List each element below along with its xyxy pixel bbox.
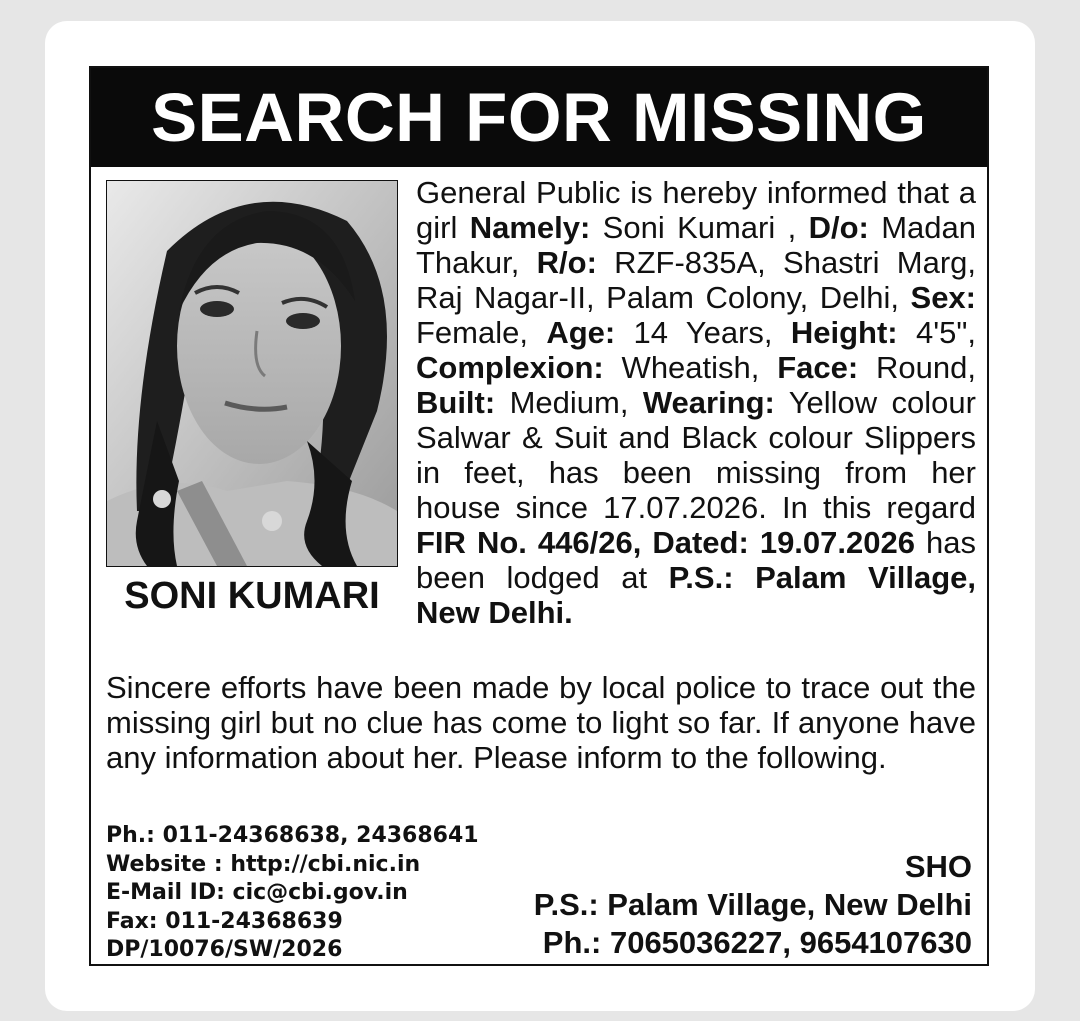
portrait-image: [107, 181, 397, 566]
face-label: Face:: [777, 350, 859, 385]
sex-value: Female,: [416, 315, 547, 350]
age-value: 14 Years,: [615, 315, 791, 350]
intro-text: General Public is hereby informed that a girl: [416, 175, 976, 245]
person-details: [416, 175, 976, 630]
wearing-value: Yellow colour Salwar & Suit and Black colour Slippers in feet, has been missing from her house since 17.07.2026. In this regard: [416, 385, 976, 525]
ro-value: RZF-835A, Shastri Marg, Raj Nagar-II, Palam Colony, Delhi,: [416, 245, 977, 315]
person-name-caption: SONI KUMARI: [124, 575, 380, 617]
complexion-value: Wheatish,: [603, 350, 778, 385]
ps-value: Palam Village, New Delhi.: [416, 560, 976, 630]
title-bar: [91, 68, 987, 167]
namely-label: Namely:: [469, 210, 591, 245]
complexion-label: Complexion:: [416, 350, 604, 385]
reference-number: DP/10076/SW/2026: [106, 937, 343, 962]
built-value: Medium,: [495, 385, 643, 420]
wearing-label: Wearing:: [642, 385, 775, 420]
sho-station: P.S.: Palam Village, New Delhi: [533, 887, 972, 922]
sho-title: SHO: [904, 849, 972, 884]
contact-website: Website : http://cbi.nic.in: [106, 851, 421, 877]
namely-value: Soni Kumari ,: [590, 210, 809, 245]
built-label: Built:: [416, 385, 496, 420]
sho-block: [452, 848, 972, 962]
do-label: D/o:: [808, 210, 869, 245]
appeal-paragraph: Sincere efforts have been made by local police to trace out the missing girl but no clue has come to light so far. If anyone have any information about her. Please inform to the following.: [106, 670, 976, 775]
ro-label: R/o:: [536, 245, 597, 280]
missing-person-notice: [89, 66, 989, 966]
fir-details: FIR No. 446/26, Dated: 19.07.2026: [416, 525, 915, 560]
sho-phone: Ph.: 7065036227, 9654107630: [542, 925, 972, 960]
age-label: Age:: [546, 315, 616, 350]
do-value: Madan Thakur,: [416, 210, 977, 280]
lodged-text: has been lodged at: [416, 525, 976, 595]
person-photo: [106, 180, 398, 567]
contact-phone: Ph.: 011-24368638, 24368641: [106, 823, 479, 848]
ps-label: P.S.:: [668, 560, 734, 595]
sex-label: Sex:: [910, 280, 976, 315]
face-value: Round,: [858, 350, 977, 385]
contact-fax: Fax: 011-24368639: [106, 908, 343, 934]
contact-email: E-Mail ID: cic@cbi.gov.in: [106, 880, 408, 905]
notice-title: SEARCH FOR MISSING: [151, 79, 927, 156]
height-label: Height:: [790, 315, 898, 350]
height-value: 4'5",: [897, 315, 976, 350]
